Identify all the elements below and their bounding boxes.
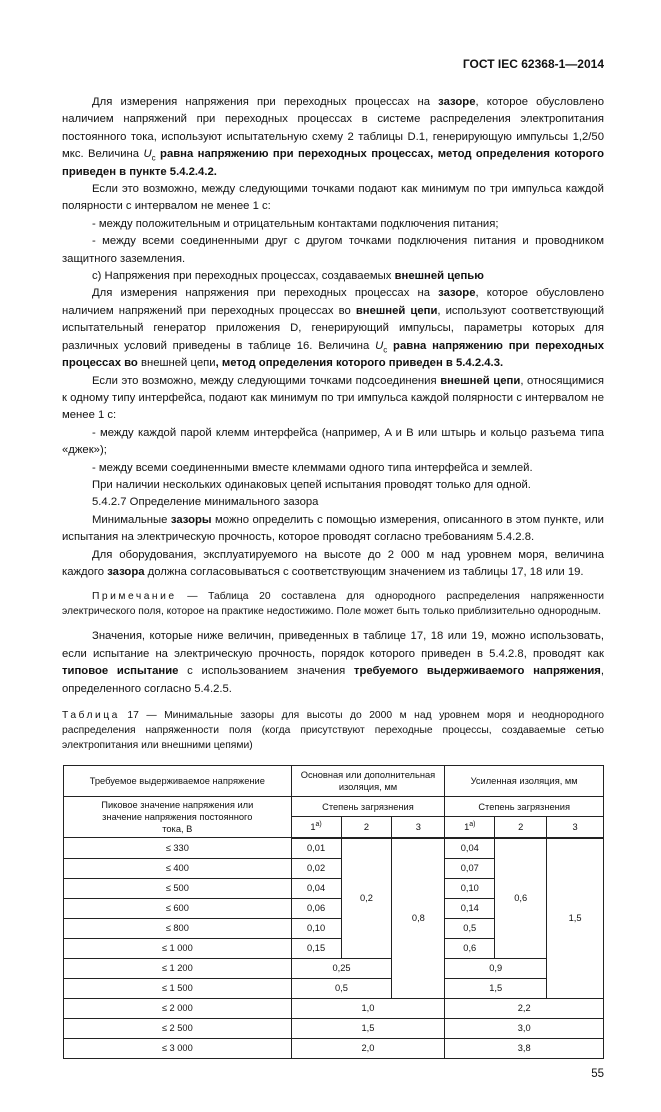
value-cell: 0,02 xyxy=(291,858,341,878)
page-number: 55 xyxy=(591,1067,604,1080)
paragraph: 5.4.2.7 Определение минимального зазора xyxy=(92,496,319,509)
subscript: c xyxy=(383,344,388,354)
value-cell: 0,6 xyxy=(495,838,547,959)
pollution-degree xyxy=(392,817,445,838)
subscript: c xyxy=(151,153,156,163)
voltage-cell: ≤ 600 xyxy=(64,898,292,918)
degree-value: 2 xyxy=(518,821,524,832)
term: зазоре xyxy=(438,287,476,300)
value-cell: 0,25 xyxy=(291,958,392,978)
paragraph xyxy=(62,512,604,547)
note-text: — Таблица 20 составлена для однородного распределения напряженности электрического поля, которое на практике недостижимо. Поле может быть только приблизительно однородным. xyxy=(62,591,604,618)
caption-label: Таблица xyxy=(62,710,120,721)
table-row xyxy=(64,1038,604,1058)
text-run: , которое обусловлено наличием напряжений при переходных процессах во xyxy=(62,287,604,317)
term: зазоре xyxy=(438,96,476,108)
text-run: внешней цепи xyxy=(140,357,216,370)
note xyxy=(62,589,604,619)
text-run: Для измерения напряжения при переходных процессах на xyxy=(92,287,439,300)
term: зазоры xyxy=(170,513,212,526)
value-cell: 3,0 xyxy=(445,1018,604,1038)
term: равна напряжению при переходных процессах во xyxy=(62,339,604,370)
value-cell: 3,8 xyxy=(445,1038,604,1058)
table-row xyxy=(64,958,604,978)
value-cell: 1,0 xyxy=(291,998,445,1018)
text-run: Значения, которые ниже величин, приведенных в таблице 17, 18 или 19, можно использовать, если испытание на электрическую прочность, порядок которого приведен в 5.4.2.8, проводят как xyxy=(62,630,604,660)
voltage-cell: ≤ 1 200 xyxy=(64,958,292,978)
voltage-cell: ≤ 3 000 xyxy=(64,1038,292,1058)
value-cell: 0,2 xyxy=(341,838,392,959)
header-basic: Основная или дополнительная изоляция, мм xyxy=(291,766,445,797)
value-cell: 0,15 xyxy=(291,938,341,958)
value-cell: 0,6 xyxy=(445,938,495,958)
paragraph: - между всеми соединенными вместе клеммами одного типа интерфейса и землей. xyxy=(92,461,533,474)
voltage-cell: ≤ 2 500 xyxy=(64,1018,292,1038)
text-run: Для измерения напряжения при переходных процессах на xyxy=(92,96,439,108)
header-pollution: Степень загрязнения xyxy=(445,797,604,817)
value-cell: 0,5 xyxy=(445,918,495,938)
value-cell: 1,5 xyxy=(445,978,547,998)
value-cell: 0,04 xyxy=(291,878,341,898)
symbol: U xyxy=(143,148,152,161)
term: внешней цепи xyxy=(355,304,438,317)
value-cell: 0,04 xyxy=(445,838,495,859)
table-caption xyxy=(62,708,604,753)
header-voltage: Требуемое выдерживаемое напряжение xyxy=(64,766,292,797)
degree-value: 1 xyxy=(310,821,316,832)
voltage-cell: ≤ 500 xyxy=(64,878,292,898)
table-row xyxy=(64,1018,604,1038)
caption-text: 17 — Минимальные зазоры для высоты до 2000 м над уровнем моря и неоднородного распределения напряженности поля (когда присутствуют переходные процессы, создаваемые сетью электропитания или внешними цепями) xyxy=(62,710,604,751)
paragraph xyxy=(62,285,604,372)
value-cell: 0,8 xyxy=(392,838,445,999)
value-cell: 0,5 xyxy=(291,978,392,998)
paragraph: - между положительным и отрицательным контактами подключения питания; xyxy=(92,217,499,230)
value-cell: 2,2 xyxy=(445,998,604,1018)
pollution-degree xyxy=(445,817,495,838)
value-cell: 0,07 xyxy=(445,858,495,878)
pollution-degree xyxy=(495,817,547,838)
value-cell: 0,10 xyxy=(445,878,495,898)
symbol: U xyxy=(375,339,384,352)
paragraph: При наличии нескольких одинаковых цепей испытания проводят только для одной. xyxy=(92,478,531,491)
text-run: , определенного согласно 5.4.2.5. xyxy=(62,665,604,695)
term: внешней цепи xyxy=(440,374,521,387)
term: , метод определения которого приведен в 5.4.2.4.3. xyxy=(215,357,504,370)
pollution-degree xyxy=(291,817,341,838)
header-peak: Пиковое значение напряжения или значение напряжения постоянного тока, В xyxy=(64,797,292,838)
text-run: Если это возможно, между следующими точками подсоединения xyxy=(92,374,441,387)
pollution-degree xyxy=(341,817,392,838)
paragraph xyxy=(62,628,604,698)
text-run: , используют соответствующий испытательный генератор приложения D, генерирующий импульсы, параметры которых для различных условий приведены в таблице 16. Величина xyxy=(62,304,605,352)
paragraph xyxy=(62,373,604,425)
term: требуемого выдерживаемого напряжения xyxy=(353,665,601,678)
value-cell: 1,5 xyxy=(547,838,604,999)
paragraph: - между всеми соединенными друг с другом точками подключения питания и проводником защитного заземления. xyxy=(62,235,604,265)
clearance-table xyxy=(63,765,604,1059)
note-label: Примечание xyxy=(92,591,177,603)
text-run: можно определить с помощью измерения, описанного в этом пункте, или испытания на электрическую прочность, которое проводят согласно требованиям 5.4.2.8. xyxy=(62,513,604,544)
voltage-cell: ≤ 1 000 xyxy=(64,938,292,958)
term: типовое испытание xyxy=(62,665,179,678)
voltage-cell: ≤ 330 xyxy=(64,838,292,859)
value-cell: 0,14 xyxy=(445,898,495,918)
degree-value: 3 xyxy=(572,821,578,832)
footnote-mark: а) xyxy=(315,820,322,828)
voltage-cell: ≤ 400 xyxy=(64,858,292,878)
text-run: должна согласовываться с соответствующим значением из таблицы 17, 18 или 19. xyxy=(144,565,584,578)
body-text xyxy=(62,94,604,698)
text-run: , относящимися к одному типу интерфейса, подают как минимум по три импульса каждой полярности с интервалом не менее 1 с: xyxy=(62,374,604,422)
text-run: с) Напряжения при переходных процессах, создаваемых xyxy=(92,270,395,283)
value-cell: 0,10 xyxy=(291,918,341,938)
value-cell: 1,5 xyxy=(291,1018,445,1038)
voltage-cell: ≤ 2 000 xyxy=(64,998,292,1018)
header-pollution: Степень загрязнения xyxy=(291,797,445,817)
term: внешней цепью xyxy=(394,270,484,283)
paragraph: - между каждой парой клемм интерфейса (например, A и B или штырь и кольцо разъема типа «джек»); xyxy=(62,426,604,457)
document-header: ГОСТ IEC 62368-1—2014 xyxy=(462,57,604,71)
value-cell: 2,0 xyxy=(291,1038,445,1058)
value-cell: 0,06 xyxy=(291,898,341,918)
pollution-degree xyxy=(547,817,604,838)
value-cell: 0,01 xyxy=(291,838,341,859)
voltage-cell: ≤ 800 xyxy=(64,918,292,938)
paragraph xyxy=(62,547,604,582)
footnote-mark: а) xyxy=(469,820,476,828)
degree-value: 2 xyxy=(363,821,370,832)
text-run: Минимальные xyxy=(92,513,171,526)
paragraph: Если это возможно, между следующими точками подают как минимум по три импульса каждой полярности с интервалом не менее 1 с: xyxy=(62,183,604,213)
paragraph xyxy=(62,94,604,181)
degree-value: 3 xyxy=(415,821,421,832)
term: равна напряжению при переходных процессах, метод определения которого приведен в пункте 5.4.2.4.2. xyxy=(62,148,604,178)
table-row xyxy=(64,978,604,998)
paragraph xyxy=(62,268,604,285)
text-run: с использованием значения xyxy=(178,665,354,678)
value-cell: 0,9 xyxy=(445,958,547,978)
table-row xyxy=(64,838,604,859)
voltage-cell: ≤ 1 500 xyxy=(64,978,292,998)
text-run: Для оборудования, эксплуатируемого на высоте до 2 000 м над уровнем моря, величина каждого xyxy=(62,548,604,578)
header-reinforced: Усиленная изоляция, мм xyxy=(445,766,604,797)
table-row xyxy=(64,998,604,1018)
degree-value: 1 xyxy=(464,821,470,832)
text-run: , которое обусловлено наличием напряжений при переходных процессах в системе распределения электропитания постоянного тока, используют испытательную схему 2 таблицы D.1, генерирующую импульсы 1,2/50 мкс. Величина xyxy=(62,96,604,161)
term: зазора xyxy=(107,565,145,578)
